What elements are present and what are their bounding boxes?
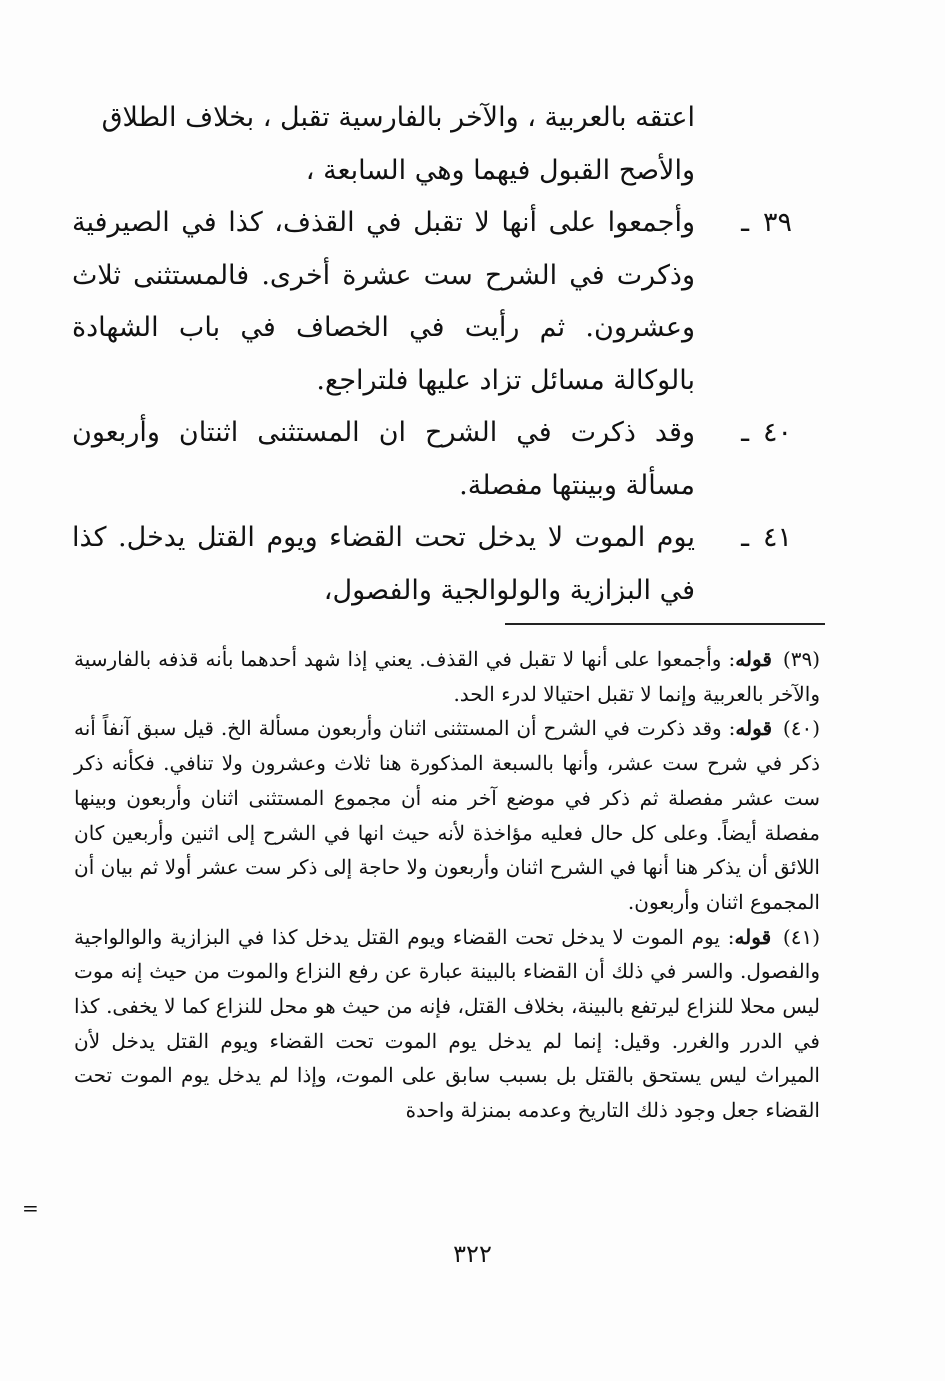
item-number-label — [741, 407, 792, 460]
continuation-mark: = — [22, 1196, 39, 1220]
intro-paragraph — [72, 92, 792, 197]
numbered-item-40 — [72, 407, 792, 512]
footnote-text: : وأجمعوا على أنها لا تقبل في القذف. يعني إذا شهد أحدهما بأنه قذفه بالفارسية والآخر بالعربية وإنما لا تقبل احتيالا لدرء الحد. — [74, 647, 820, 706]
item-text: وأجمعوا على أنها لا تقبل في القذف، كذا في الصيرفية وذكرت في الشرح ست عشرة أخرى. فالمستثنى ثلاث وعشرون. ثم رأيت في الخصاف في باب الشهادة بالوكالة مسائل تزاد عليها فلتراجع. — [72, 207, 695, 396]
item-number: ٣٩ — [762, 207, 792, 238]
page-number: ٣٢٢ — [453, 1240, 492, 1268]
numbered-item-39 — [72, 197, 792, 407]
footnotes — [74, 642, 820, 1128]
intro-line-2: والأصح القبول فيهما وهي السابعة ، — [305, 154, 695, 186]
item-dash: ـ — [741, 207, 749, 238]
footnote-separator — [505, 623, 825, 625]
footnote-number: (٤٠) — [782, 716, 820, 741]
item-number-label — [741, 512, 792, 565]
footnote-keyword: قوله — [735, 647, 772, 671]
item-text: يوم الموت لا يدخل تحت القضاء ويوم القتل يدخل. كذا في البزازية والولوالجية والفصول، — [72, 522, 695, 606]
item-number: ٤٠ — [762, 417, 792, 448]
footnote-text: : وقد ذكرت في الشرح أن المستثنى اثنان وأربعون مسألة الخ. قيل سبق آنفاً أنه ذكر في شرح ست عشر، وأنها بالسبعة المذكورة هنا ثلاث وعشرون ولا تنافي. فكأنه ذكر ست عشر مفصلة ثم ذكر في موضع آخر منه أن مجموع المستثنى اثنان وأربعون وبينها مفصلة أيضاً. وعلى كل حال فعليه مؤاخذة لأنه حيث انها في الشرح إلى اثنين وأربعين كان اللائق أن يذكر هنا أنها في الشرح اثنان وأربعون ولا حاجة إلى ذكر ست عشر أولا ثم بيان أن المجموع اثنان وأربعون. — [74, 716, 820, 914]
footnote-39 — [74, 642, 820, 711]
main-text — [72, 92, 792, 617]
footnote-40 — [74, 711, 820, 919]
footnote-text: : يوم الموت لا يدخل تحت القضاء ويوم القتل يدخل كذا في البزازية والوالواجية والفصول. والسر في ذلك أن القضاء بالبينة عبارة عن رفع النزاع والموت من حيث إنه موت ليس محلا للنزاع ليرتفع بالبينة، بخلاف القتل، فإنه من حيث هو محل للنزاع كما لا يخفى. كذا في الدرر والغرر. وقيل: إنما لم يدخل يوم الموت تحت القضاء ويوم القتل يدخل لأن الميراث ليس يستحق بالقتل بل بسبب سابق على الموت، وإذا لم يدخل يوم الموت تحت القضاء جعل وجود ذلك التاريخ وعدمه بمنزلة واحدة — [74, 924, 820, 1123]
footnote-number: (٣٩) — [782, 647, 821, 671]
item-dash: ـ — [741, 417, 749, 448]
intro-line-1: اعتقه بالعربية ، والآخر بالفارسية تقبل ، بخلاف الطلاق — [101, 102, 695, 133]
numbered-item-41 — [72, 512, 792, 617]
footnote-41 — [74, 920, 820, 1128]
item-number: ٤١ — [762, 522, 792, 553]
item-number-label — [741, 197, 792, 250]
footnote-keyword: قوله — [735, 716, 773, 741]
item-text: وقد ذكرت في الشرح ان المستثنى اثنتان وأربعون مسألة وبينتها مفصلة. — [72, 417, 695, 501]
footnote-number: (٤١) — [782, 924, 820, 949]
item-dash: ـ — [741, 522, 749, 553]
footnote-keyword: قوله — [734, 924, 772, 949]
